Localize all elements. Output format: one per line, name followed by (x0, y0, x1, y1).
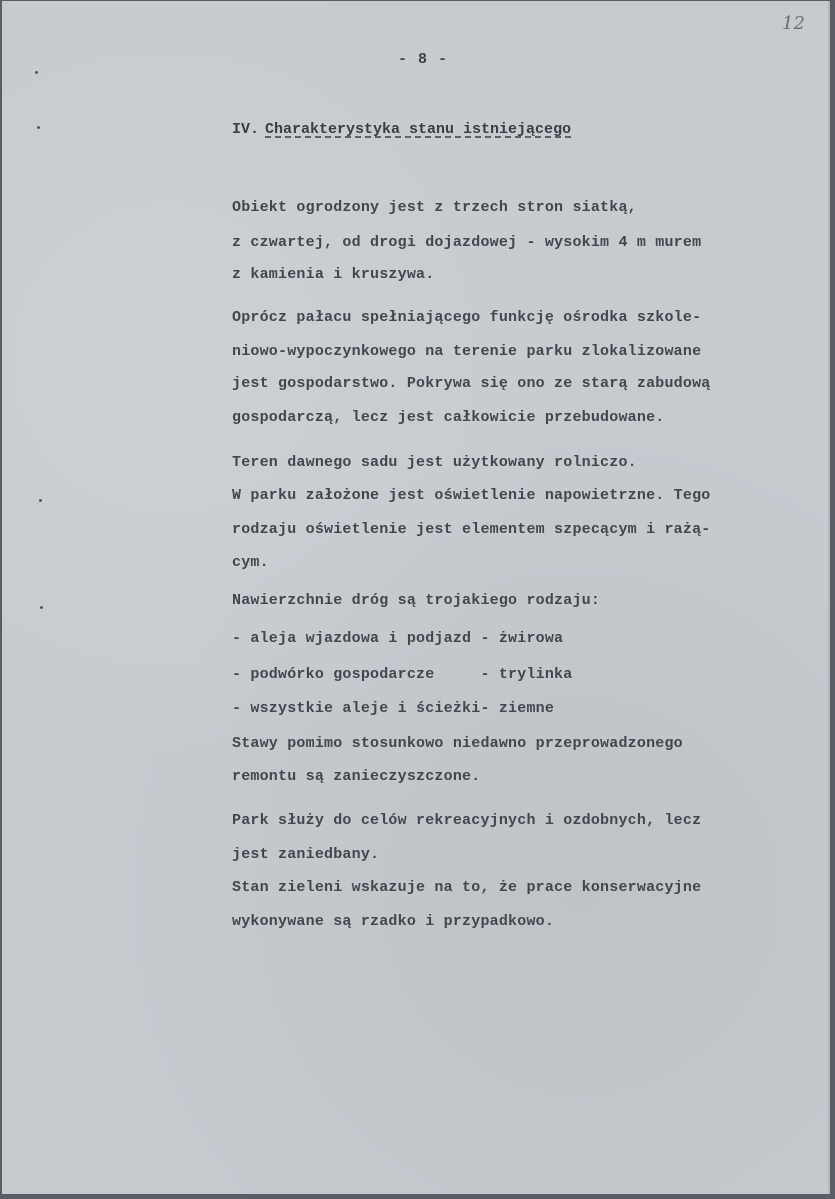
text-line: z kamienia i kruszywa. (232, 266, 435, 283)
sheet-number: 12 (782, 13, 805, 34)
text-line: gospodarczą, lecz jest całkowicie przebudowane. (232, 409, 665, 426)
text-line: remontu są zanieczyszczone. (232, 768, 481, 785)
text-line: Teren dawnego sadu jest użytkowany rolniczo. (232, 454, 637, 471)
paper-speck (37, 126, 40, 129)
text-line: Obiekt ogrodzony jest z trzech stron siatką, (232, 199, 637, 216)
text-line: z czwartej, od drogi dojazdowej - wysokim 4 m murem (232, 234, 702, 251)
text-line: rodzaju oświetlenie jest elementem szpecącym i rażą- (232, 521, 711, 538)
document-page (2, 1, 830, 1194)
paper-speck (39, 499, 42, 502)
text-line: wykonywane są rzadko i przypadkowo. (232, 913, 555, 930)
text-line: jest zaniedbany. (232, 846, 380, 863)
text-line: Stawy pomimo stosunkowo niedawno przeprowadzonego (232, 735, 683, 752)
section-title: Charakterystyka stanu istniejącego (265, 121, 572, 138)
section-heading (232, 121, 571, 138)
list-item: - podwórko gospodarcze - trylinka (232, 666, 573, 683)
paper-speck (40, 606, 43, 609)
page-number: - 8 - (398, 51, 449, 68)
paper-speck (35, 71, 38, 74)
text-line: Oprócz pałacu spełniającego funkcję ośrodka szkole- (232, 309, 702, 326)
text-line: cym. (232, 554, 269, 571)
text-line: W parku założone jest oświetlenie napowietrzne. Tego (232, 487, 711, 504)
section-number: IV. (232, 121, 260, 138)
list-item: - wszystkie aleje i ścieżki- ziemne (232, 700, 555, 717)
list-item: - aleja wjazdowa i podjazd - żwirowa (232, 630, 564, 647)
text-line: Stan zieleni wskazuje na to, że prace konserwacyjne (232, 879, 702, 896)
text-line: niowo-wypoczynkowego na terenie parku zlokalizowane (232, 343, 702, 360)
text-line: jest gospodarstwo. Pokrywa się ono ze starą zabudową (232, 375, 711, 392)
text-line: Park służy do celów rekreacyjnych i ozdobnych, lecz (232, 812, 702, 829)
text-line: Nawierzchnie dróg są trojakiego rodzaju: (232, 592, 601, 609)
